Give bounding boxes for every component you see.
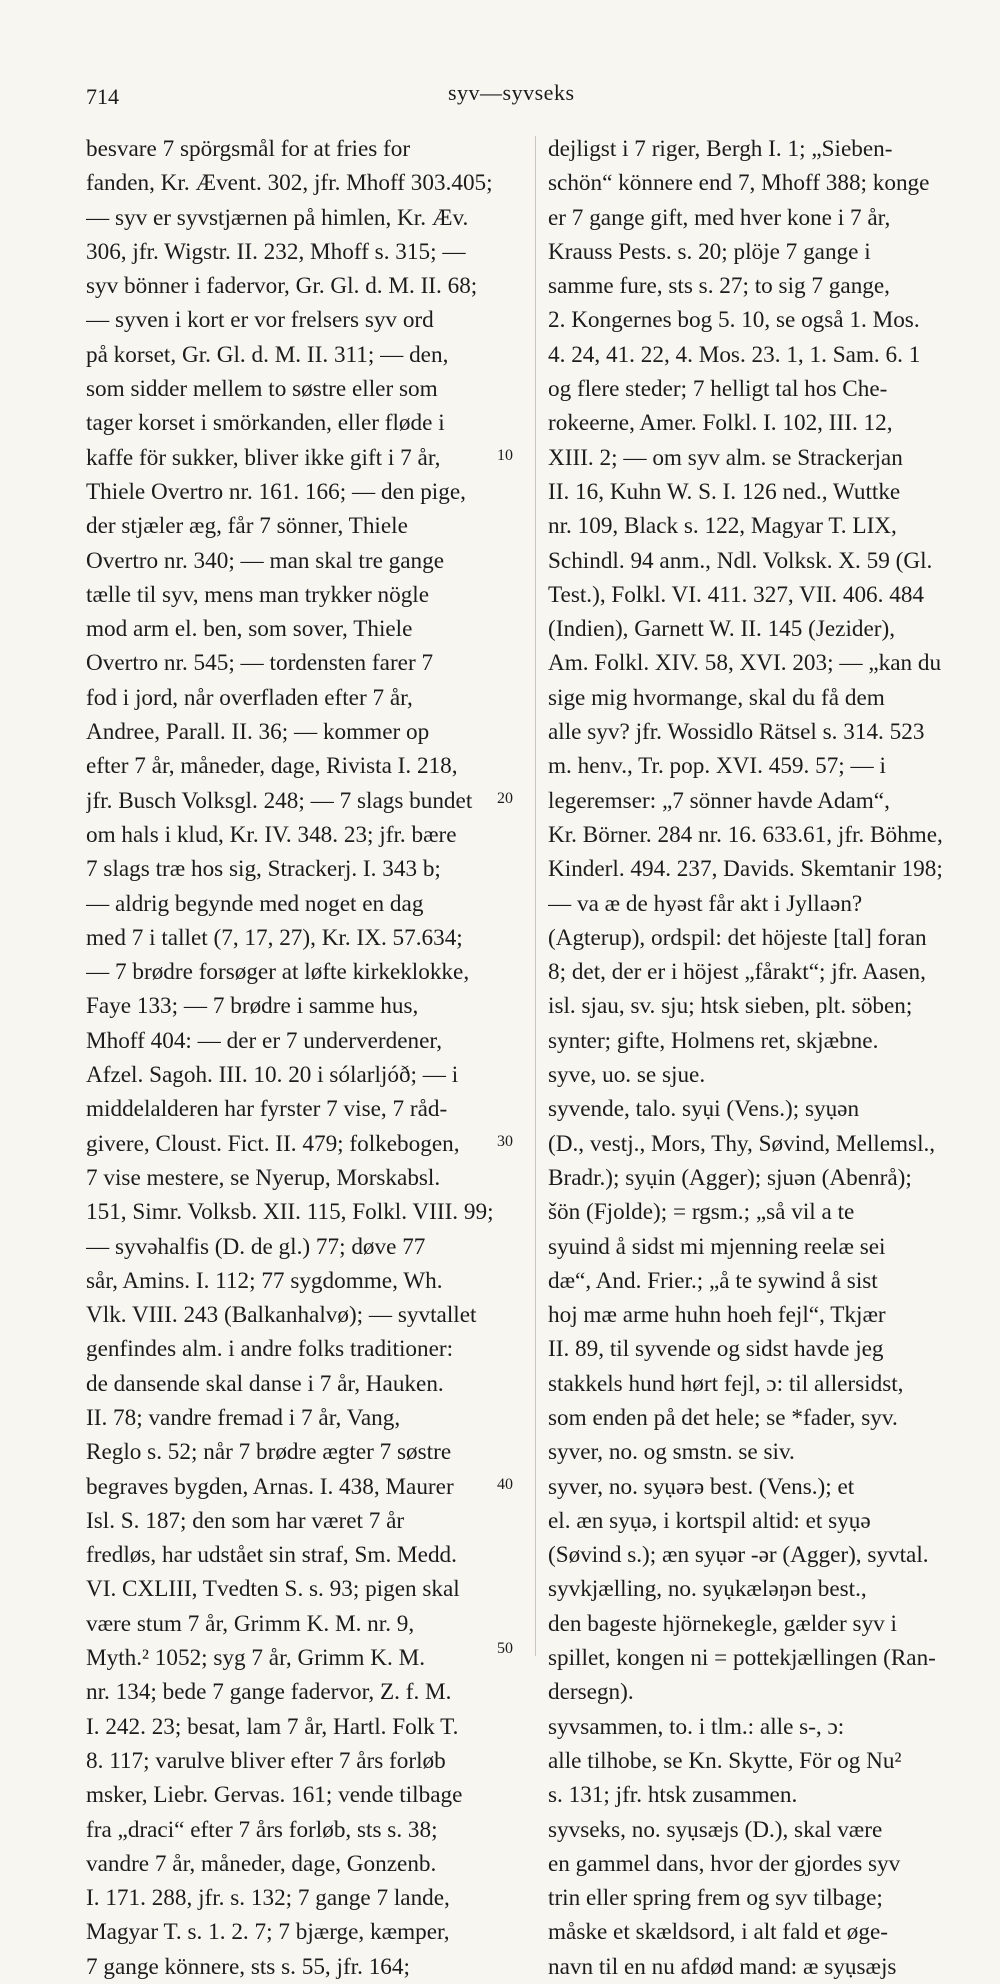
text-line: som enden på det hele; se *fader, syv. — [548, 1404, 898, 1431]
text-line: mod arm el. ben, som sover, Thiele — [86, 616, 413, 643]
text-line: om hals i klud, Kr. IV. 348. 23; jfr. bære — [86, 821, 457, 848]
text-line: Andree, Parall. II. 36; — kommer op — [86, 719, 430, 746]
text-line: schön“ könnere end 7, Mhoff 388; konge — [548, 170, 930, 197]
text-line: 8. 117; varulve bliver efter 7 års forløb — [86, 1747, 446, 1774]
text-line: alle tilhobe, se Kn. Skytte, För og Nu² — [548, 1747, 902, 1774]
text-line: Krauss Pests. s. 20; plöje 7 gange i — [548, 238, 871, 265]
text-line: Reglo s. 52; når 7 brødre ægter 7 søstre — [86, 1439, 452, 1466]
text-line: Overtro nr. 545; — tordensten farer 7 — [86, 650, 434, 677]
text-line: (D., vestj., Mors, Thy, Søvind, Mellemsl., — [548, 1130, 936, 1157]
text-line: 306, jfr. Wigstr. II. 232, Mhoff s. 315; — — [86, 238, 466, 265]
text-line: — syv er syvstjærnen på himlen, Kr. Æv. — [86, 204, 469, 231]
text-line: (Indien), Garnett W. II. 145 (Jezider), — [548, 616, 896, 643]
text-line: en gammel dans, hvor der gjordes syv — [548, 1850, 901, 1877]
text-line: šön (Fjolde); = rgsm.; „så vil a te — [548, 1199, 855, 1226]
text-line: fod i jord, når overfladen efter 7 år, — [86, 684, 413, 711]
text-line: s. 131; jfr. htsk zusammen. — [548, 1782, 798, 1809]
text-line: II. 78; vandre fremad i 7 år, Vang, — [86, 1404, 401, 1431]
text-line: 7 slags træ hos sig, Strackerj. I. 343 b; — [86, 856, 441, 883]
text-line: 4. 24, 41. 22, 4. Mos. 23. 1, 1. Sam. 6. 1 — [548, 341, 921, 368]
text-line: (Agterup), ordspil: det höjeste [tal] foran — [548, 924, 927, 951]
line-number: 30 — [497, 1133, 513, 1150]
text-line: Overtro nr. 340; — man skal tre gange — [86, 547, 445, 574]
text-line: middelalderen har fyrster 7 vise, 7 råd- — [86, 1096, 448, 1123]
running-head: syv—syvseks — [448, 80, 575, 105]
text-line: Faye 133; — 7 brødre i samme hus, — [86, 993, 419, 1020]
text-line: syver, no. syụərə best. (Vens.); et — [548, 1473, 855, 1500]
text-line: hoj mæ arme huhn hoeh fejl“, Tkjær — [548, 1302, 886, 1329]
text-line: Test.), Folkl. VI. 411. 327, VII. 406. 484 — [548, 581, 925, 608]
text-line: tager korset i smörkanden, eller fløde i — [86, 410, 445, 437]
text-line: 2. Kongernes bog 5. 10, se også 1. Mos. — [548, 307, 920, 334]
text-line: og flere steder; 7 helligt tal hos Che- — [548, 376, 888, 403]
text-line: — va æ de hyəst får akt i Jyllaən? — [548, 890, 863, 917]
text-line: dæ“, And. Frier.; „å te sywind å sist — [548, 1267, 878, 1294]
text-line: sige mig hvormange, skal du få dem — [548, 684, 885, 711]
text-line: nr. 109, Black s. 122, Magyar T. LIX, — [548, 513, 897, 540]
text-line: 7 vise mestere, se Nyerup, Morskabsl. — [86, 1164, 441, 1191]
text-line: de dansende skal danse i 7 år, Hauken. — [86, 1370, 444, 1397]
text-line: alle syv? jfr. Wossidlo Rätsel s. 314. 523 — [548, 719, 925, 746]
text-line: 8; det, der er i höjest „fårakt“; jfr. Aasen, — [548, 959, 926, 986]
text-line: I. 171. 288, jfr. s. 132; 7 gange 7 lande, — [86, 1885, 450, 1912]
line-number: 10 — [497, 447, 513, 464]
text-line: — syvəhalfis (D. de gl.) 77; døve 77 — [86, 1233, 426, 1260]
text-line: syvkjælling, no. syụkæləŋən best., — [548, 1576, 867, 1603]
text-line: syvsammen, to. i tlm.: alle s-, ɔ: — [548, 1713, 845, 1740]
line-number: 40 — [497, 1476, 513, 1493]
text-line: msker, Liebr. Gervas. 161; vende tilbage — [86, 1782, 463, 1809]
text-line: dersegn). — [548, 1679, 634, 1706]
text-line: — aldrig begynde med noget en dag — [86, 890, 424, 917]
text-line: Mhoff 404: — der er 7 underverdener, — [86, 1027, 442, 1054]
text-line: tælle til syv, mens man trykker nögle — [86, 581, 430, 608]
text-line: VI. CXLIII, Tvedten S. s. 93; pigen skal — [86, 1576, 460, 1603]
text-line: Am. Folkl. XIV. 58, XVI. 203; — „kan du — [548, 650, 942, 677]
text-line: navn til en nu afdød mand: æ syụsæjs — [548, 1953, 897, 1980]
text-line: efter 7 år, måneder, dage, Rivista I. 218, — [86, 753, 458, 780]
text-line: el. æn syụə, i kortspil altid: et syụə — [548, 1507, 871, 1534]
text-line: nr. 134; bede 7 gange fadervor, Z. f. M. — [86, 1679, 452, 1706]
text-line: fanden, Kr. Ævent. 302, jfr. Mhoff 303.405; — [86, 170, 493, 197]
text-line: der stjæler æg, får 7 sönner, Thiele — [86, 513, 408, 540]
page-number: 714 — [86, 84, 119, 109]
text-line: Kr. Börner. 284 nr. 16. 633.61, jfr. Böhme, — [548, 821, 943, 848]
text-line: jfr. Busch Volksgl. 248; — 7 slags bundet — [86, 787, 473, 814]
left-column — [86, 132, 526, 1984]
text-line: legeremser: „7 sönner havde Adam“, — [548, 787, 890, 814]
text-line: besvare 7 spörgsmål for at fries for — [86, 136, 411, 162]
right-column — [548, 132, 996, 1984]
text-line: kaffe för sukker, bliver ikke gift i 7 år, — [86, 444, 441, 471]
text-line: fra „draci“ efter 7 års forløb, sts s. 38; — [86, 1816, 438, 1843]
line-number: 20 — [497, 790, 513, 807]
text-line: XIII. 2; — om syv alm. se Strackerjan — [548, 444, 903, 471]
text-line: er 7 gange gift, med hver kone i 7 år, — [548, 204, 891, 231]
text-line: syver, no. og smstn. se siv. — [548, 1439, 795, 1466]
text-line: med 7 i tallet (7, 17, 27), Kr. IX. 57.634; — [86, 924, 463, 951]
text-line: trin eller spring frem og syv tilbage; — [548, 1885, 883, 1912]
text-line: — syven i kort er vor frelsers syv ord — [86, 307, 434, 334]
text-line: rokeerne, Amer. Folkl. I. 102, III. 12, — [548, 410, 893, 437]
text-line: begraves bygden, Arnas. I. 438, Maurer — [86, 1473, 454, 1500]
text-line: isl. sjau, sv. sju; htsk sieben, plt. söben; — [548, 993, 913, 1020]
text-line: genfindes alm. i andre folks traditioner: — [86, 1336, 454, 1363]
text-line: den bageste hjörnekegle, gælder syv i — [548, 1610, 898, 1637]
text-line: Magyar T. s. 1. 2. 7; 7 bjærge, kæmper, — [86, 1919, 450, 1946]
text-line: fredløs, har udstået sin straf, Sm. Medd. — [86, 1542, 457, 1569]
text-line: syv bönner i fadervor, Gr. Gl. d. M. II. 68; — [86, 273, 478, 300]
text-line: 7 gange könnere, sts s. 55, jfr. 164; — [86, 1953, 410, 1980]
text-line: II. 16, Kuhn W. S. I. 126 ned., Wuttke — [548, 478, 901, 505]
text-line: dejligst i 7 riger, Bergh I. 1; „Sieben- — [548, 136, 893, 162]
text-line: givere, Cloust. Fict. II. 479; folkebogen, — [86, 1130, 460, 1157]
text-line: være stum 7 år, Grimm K. M. nr. 9, — [86, 1610, 415, 1637]
column-divider — [535, 136, 536, 1656]
text-line: m. henv., Tr. pop. XVI. 459. 57; — i — [548, 753, 886, 780]
text-line: måske et skældsord, i alt fald et øge- — [548, 1919, 889, 1946]
text-line: syvseks, no. syụsæjs (D.), skal være — [548, 1816, 883, 1843]
text-line: sår, Amins. I. 112; 77 sygdomme, Wh. — [86, 1267, 443, 1294]
text-line: syvende, talo. syụi (Vens.); syụən — [548, 1096, 860, 1123]
text-line: 151, Simr. Volksb. XII. 115, Folkl. VIII. 99; — [86, 1199, 494, 1226]
text-line: samme fure, sts s. 27; to sig 7 gange, — [548, 273, 890, 300]
text-line: — 7 brødre forsøger at løfte kirkeklokke, — [86, 959, 470, 986]
text-line: stakkels hund hørt fejl, ɔ: til allersidst, — [548, 1370, 904, 1397]
text-line: Myth.² 1052; syg 7 år, Grimm K. M. — [86, 1645, 426, 1672]
text-line: synter; gifte, Holmens ret, skjæbne. — [548, 1027, 879, 1054]
text-line: Schindl. 94 anm., Ndl. Volksk. X. 59 (Gl. — [548, 547, 933, 574]
text-line: på korset, Gr. Gl. d. M. II. 311; — den, — [86, 341, 449, 368]
text-line: Kinderl. 494. 237, Davids. Skemtanir 198; — [548, 856, 943, 883]
text-line: Thiele Overtro nr. 161. 166; — den pige, — [86, 478, 466, 505]
text-line: II. 89, til syvende og sidst havde jeg — [548, 1336, 884, 1363]
text-line: Bradr.); syụin (Agger); sjuən (Abenrå); — [548, 1164, 912, 1191]
text-line: I. 242. 23; besat, lam 7 år, Hartl. Folk T. — [86, 1713, 459, 1740]
text-line: spillet, kongen ni = pottekjællingen (Ran- — [548, 1645, 936, 1672]
text-line: som sidder mellem to søstre eller som — [86, 376, 438, 403]
text-line: Afzel. Sagoh. III. 10. 20 i sólarljóð; — i — [86, 1062, 459, 1089]
text-line: vandre 7 år, måneder, dage, Gonzenb. — [86, 1850, 437, 1877]
text-line: Isl. S. 187; den som har været 7 år — [86, 1507, 405, 1534]
line-number: 50 — [497, 1640, 513, 1657]
text-line: syve, uo. se sjue. — [548, 1062, 706, 1089]
text-line: Vlk. VIII. 243 (Balkanhalvø); — syvtallet — [86, 1302, 477, 1329]
text-line: syuind å sidst mi mjenning reelæ sei — [548, 1233, 886, 1260]
text-line: (Søvind s.); æn syụər -ər (Agger), syvtal. — [548, 1542, 929, 1569]
